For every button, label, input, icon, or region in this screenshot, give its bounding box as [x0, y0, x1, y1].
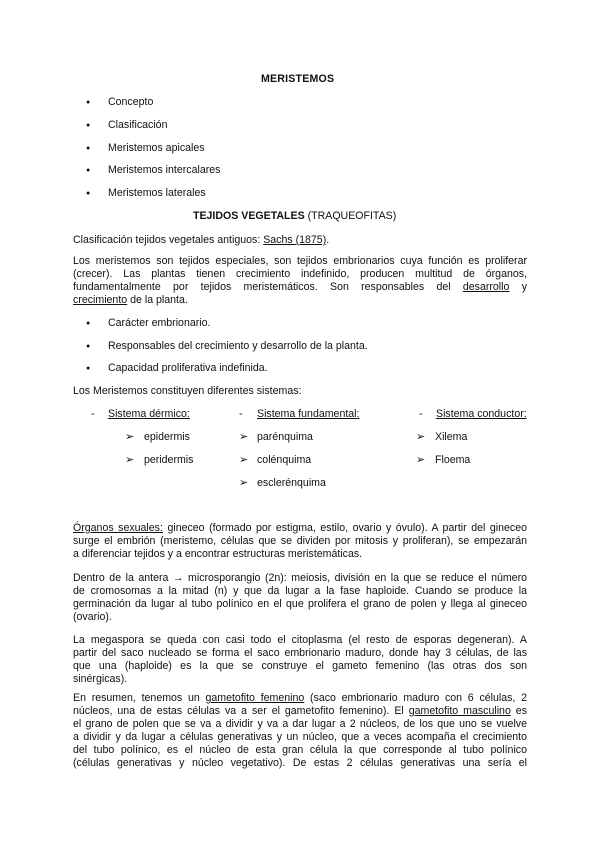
paragraph-line: a dividir y da lugar a células generativas y un núcleo, que a veces acompaña el crecimiento	[73, 731, 527, 743]
feature-item: ● Responsables del crecimiento y desarrollo de la planta.	[108, 340, 368, 352]
sachs-link[interactable]: Sachs (1875)	[263, 234, 327, 246]
system-name: Sistema dérmico:	[108, 408, 190, 420]
paragraph-line	[73, 294, 188, 306]
paragraph-line: (crecer). Las plantas tienen crecimiento indefinido, producen multitud de órganos,	[73, 268, 527, 280]
systems-intro: Los Meristemos constituyen diferentes sistemas:	[73, 385, 302, 397]
system-item: Floema	[435, 454, 471, 466]
dash: -	[419, 408, 423, 420]
topic-item: ● Clasificación	[108, 119, 167, 131]
paragraph-line: La megaspora se queda con casi todo el citoplasma (el resto de esporas degeneran). A	[73, 634, 527, 646]
classification-suffix: .	[326, 234, 330, 246]
organos-sexuales-link[interactable]: Órganos sexuales:	[73, 522, 163, 534]
text: núcleos, una de estas células va a ser el gametofito femenino). El	[73, 705, 409, 717]
desarrollo-link[interactable]: desarrollo	[462, 281, 510, 293]
gametofito-femenino-link[interactable]: gametofito femenino	[205, 692, 305, 704]
paragraph-line: a diferenciar tejidos y a encontrar estructuras meristemáticas.	[73, 548, 363, 560]
subtitle-rest: (TRAQUEOFITAS)	[304, 210, 397, 222]
arrow-bullet-icon: ➢	[239, 454, 249, 466]
paragraph-line: sinérgicas).	[73, 673, 128, 685]
arrow-bullet-icon: ➢	[239, 431, 249, 443]
arrow-bullet-icon: ➢	[416, 431, 426, 443]
paragraph-line	[73, 692, 527, 704]
dash: -	[91, 408, 95, 420]
arrow-bullet-icon: ➢	[125, 454, 135, 466]
paragraph-line: Dentro de la antera → microsporangio (2n): meiosis, división en la que se reduce el número	[73, 572, 527, 584]
system-item: peridermis	[144, 454, 194, 466]
feature-item: ● Capacidad proliferativa indefinida.	[108, 362, 268, 374]
system-heading	[436, 408, 527, 420]
paragraph-line: de cromosomas a la mitad (n) y que da lugar a la fase haploide. Cuando se produce la	[73, 585, 527, 597]
feature-item: ● Carácter embrionario.	[108, 317, 210, 329]
topic-item: ● Meristemos laterales	[108, 187, 206, 199]
page-title: MERISTEMOS	[261, 73, 335, 85]
section-subtitle	[193, 210, 396, 222]
text: de la planta.	[127, 294, 188, 306]
dash: -	[239, 408, 243, 420]
topic-item: ● Meristemos intercalares	[108, 164, 220, 176]
system-item: epidermis	[144, 431, 190, 443]
system-name: Sistema fundamental:	[257, 408, 360, 420]
topic-item: ● Meristemos apicales	[108, 142, 205, 154]
paragraph-line: Los meristemos son tejidos especiales, son tejidos embrionarios cuya función es proliferar	[73, 255, 527, 267]
paragraph-line	[73, 705, 527, 717]
system-item: parénquima	[257, 431, 313, 443]
text: gineceo (formado por estigma, estilo, ovario y óvulo). A partir del gineceo	[162, 522, 527, 534]
text: y	[509, 281, 527, 293]
subtitle-bold: TEJIDOS VEGETALES	[193, 210, 305, 222]
text: fundamentalmente por tejidos meristemáticos. Son responsables del	[73, 281, 463, 293]
paragraph-line	[73, 281, 527, 293]
paragraph-line: partir del saco nucleado se forma el saco embrionario maduro, donde hay 3 células, de las	[73, 647, 527, 659]
crecimiento-link[interactable]: crecimiento	[73, 294, 128, 306]
system-item: esclerénquima	[257, 477, 326, 489]
paragraph-line	[73, 522, 527, 534]
system-heading	[108, 408, 190, 420]
classification-prefix: Clasificación tejidos vegetales antiguos:	[73, 234, 264, 246]
paragraph-line: (células generativas y núcleo vegetativo). De estas 2 células generativas una sería el	[73, 757, 527, 769]
text: es	[510, 705, 527, 717]
arrow-bullet-icon: ➢	[125, 431, 135, 443]
paragraph-line: el grano de polen que se va a dividir y va a dar lugar a 2 núcleos, de los que uno se vuelve	[73, 718, 527, 730]
topic-item: ● Concepto	[108, 96, 153, 108]
paragraph-line: (ovario).	[73, 611, 112, 623]
system-item: Xilema	[435, 431, 468, 443]
system-heading	[257, 408, 359, 420]
paragraph-line: surge el embrión (meristemo, células que se dividen por mitosis y proliferan), se empezarán	[73, 535, 527, 547]
gametofito-masculino-link[interactable]: gametofito masculino	[408, 705, 511, 717]
classification-line	[73, 234, 329, 246]
arrow-bullet-icon: ➢	[239, 477, 249, 489]
arrow-bullet-icon: ➢	[416, 454, 426, 466]
paragraph-line: germinación da lugar al tubo polínico en el que prolifera el grano de polen y llega al gineceo	[73, 598, 527, 610]
text: (saco embrionario maduro con 6 células, 2	[304, 692, 527, 704]
text: En resumen, tenemos un	[73, 692, 206, 704]
system-item: colénquima	[257, 454, 312, 466]
system-name: Sistema conductor:	[436, 408, 527, 420]
paragraph-line: del tubo polínico, es el núcleo de esta gran célula la que corresponde al tubo polínico	[73, 744, 527, 756]
paragraph-line: que una (haploide) es la que se construye el gameto femenino (las otras dos son	[73, 660, 527, 672]
